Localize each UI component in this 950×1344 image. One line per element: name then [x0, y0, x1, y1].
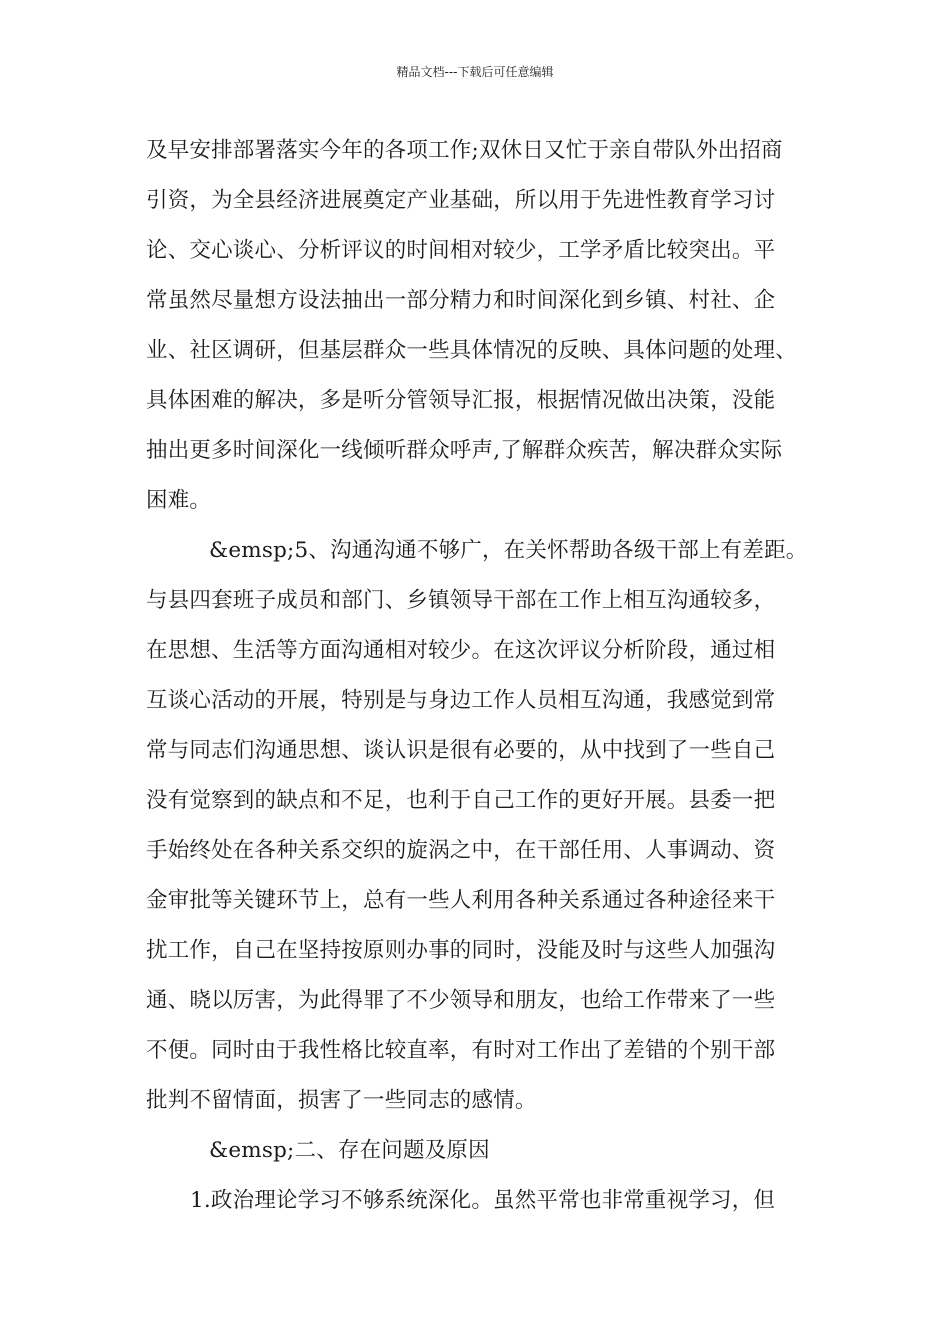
text-line: 具体困难的解决，多是听分管领导汇报，根据情况做出决策，没能: [146, 388, 776, 413]
page-header: 精品文档---下载后可任意编辑: [396, 65, 554, 79]
text-line: 没有觉察到的缺点和不足，也利于自己工作的更好开展。县委一把: [146, 788, 776, 813]
section-heading: &emsp;二、存在问题及原因: [209, 1138, 490, 1163]
text-line: 与县四套班子成员和部门、乡镇领导干部在工作上相互沟通较多，: [146, 588, 776, 613]
text-line: 扰工作，自己在坚持按原则办事的同时，没能及时与这些人加强沟: [146, 938, 776, 963]
text-line: 不便。同时由于我性格比较直率，有时对工作出了差错的个别干部: [146, 1038, 776, 1063]
text-line: 引资，为全县经济进展奠定产业基础，所以用于先进性教育学习讨: [146, 188, 776, 213]
text-line: 金审批等关键环节上，总有一些人利用各种关系通过各种途径来干: [146, 888, 776, 913]
text-line: 通、晓以厉害，为此得罪了不少领导和朋友，也给工作带来了一些: [146, 988, 776, 1013]
list-item: 1.政治理论学习不够系统深化。虽然平常也非常重视学习，但: [190, 1188, 776, 1213]
text-line: 批判不留情面，损害了一些同志的感情。: [146, 1088, 537, 1113]
text-line: 在思想、生活等方面沟通相对较少。在这次评议分析阶段，通过相: [146, 638, 776, 663]
text-line: 抽出更多时间深化一线倾听群众呼声,了解群众疾苦，解决群众实际: [146, 438, 783, 463]
text-line: 及早安排部署落实今年的各项工作;双休日又忙于亲自带队外出招商: [146, 138, 783, 163]
text-line: 困难。: [146, 488, 212, 513]
document-body: [146, 126, 811, 1226]
text-line: 手始终处在各种关系交织的旋涡之中，在干部任用、人事调动、资: [146, 838, 776, 863]
text-line: 互谈心活动的开展，特别是与身边工作人员相互沟通，我感觉到常: [146, 688, 776, 713]
text-line: 常虽然尽量想方设法抽出一部分精力和时间深化到乡镇、村社、企: [146, 288, 776, 313]
text-line: 业、社区调研，但基层群众一些具体情况的反映、具体问题的处理、: [146, 338, 798, 363]
text-line: 常与同志们沟通思想、谈认识是很有必要的，从中找到了一些自己: [146, 738, 776, 763]
paragraph-heading: &emsp;5、沟通沟通不够广，在关怀帮助各级干部上有差距。: [209, 538, 808, 563]
text-line: 论、交心谈心、分析评议的时间相对较少，工学矛盾比较突出。平: [146, 238, 776, 263]
